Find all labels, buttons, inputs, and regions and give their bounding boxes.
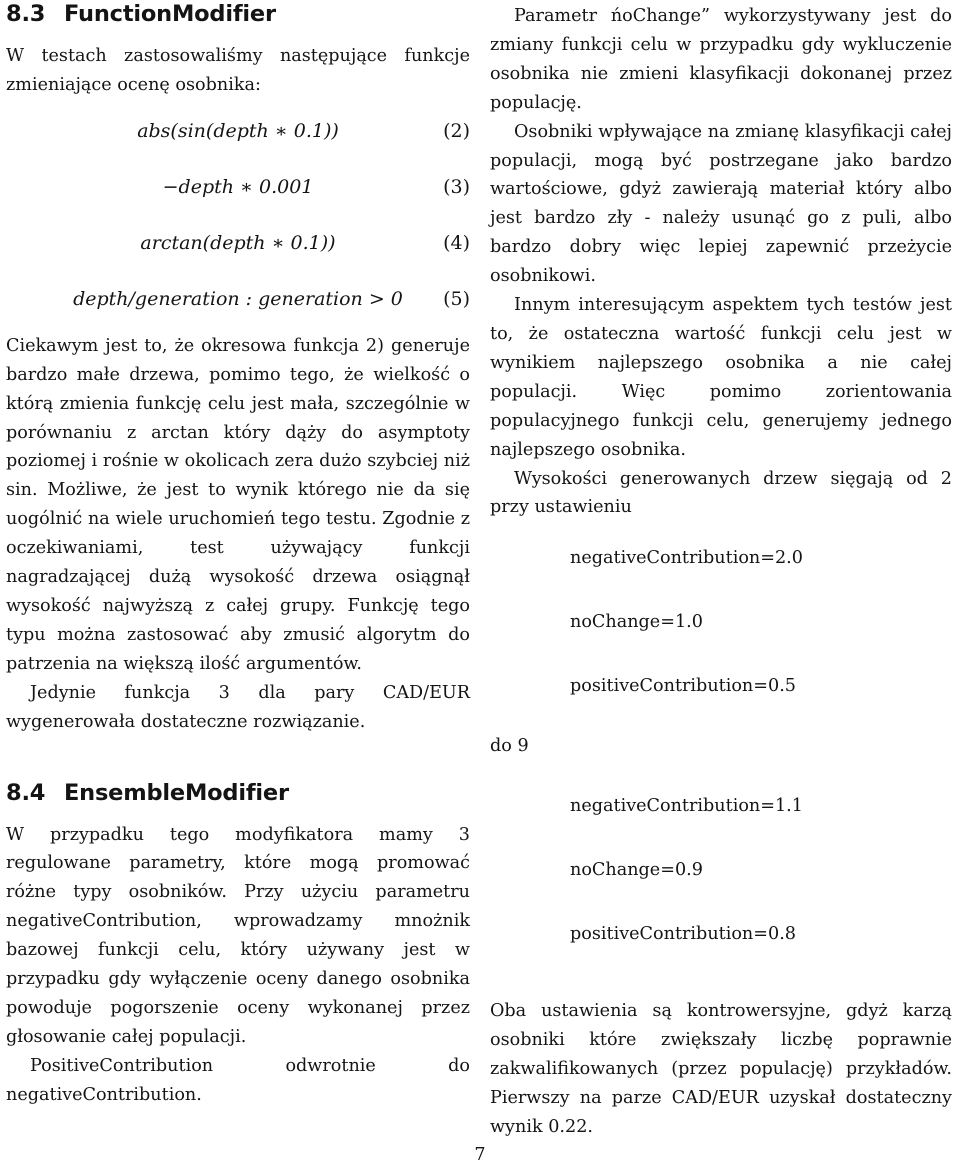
setting-value: noChange=1.0	[570, 612, 703, 633]
setting-value: negativeContribution=2.0	[570, 548, 803, 569]
body-paragraph: Oba ustawienia są kontrowersyjne, gdyż karzą osobniki które zwiększały liczbę poprawnie zakwalifikowanych (przez populację) przykładów. Pierwszy na parze CAD/EUR uzyskał dostateczny wynik 0.22.	[490, 1001, 952, 1137]
section-number: 8.4	[6, 779, 46, 806]
equation-expression: depth/generation : generation > 0	[73, 287, 403, 310]
equation-row	[6, 284, 470, 332]
right-column	[490, 0, 952, 1142]
equation-number: (3)	[443, 175, 470, 198]
section-title: EnsembleModifier	[64, 779, 289, 806]
equation-number: (5)	[443, 287, 470, 310]
equation-expression: arctan(depth ∗ 0.1))	[140, 231, 336, 254]
body-paragraph: Parametr ńoChange” wykorzystywany jest do zmiany funkcji celu w przypadku gdy wykluczenie osobnika nie zmieni klasyfikacji dokonanej przez populację.	[490, 6, 952, 113]
body-paragraph: Jedynie funkcja 3 dla pary CAD/EUR wygenerowała dostateczne rozwiązanie.	[6, 682, 470, 732]
equation-number: (4)	[443, 231, 470, 254]
range-connector: do 9	[490, 736, 529, 757]
body-paragraph: Innym interesującym aspektem tych testów jest to, że ostateczna wartość funkcji celu jest w wynikiem najlepszego osobnika a nie całej populacji. Więc pomimo zorientowania populacyjnego funkcji celu, generujemy jednego najlepszego osobnika.	[490, 295, 952, 460]
equation-row	[6, 116, 470, 172]
setting-value: positiveContribution=0.5	[570, 676, 796, 697]
body-paragraph: Ciekawym jest to, że okresowa funkcja 2) generuje bardzo małe drzewa, pomimo tego, że wielkość o którą zmienia funkcję celu jest mała, szczególnie w porównaniu z arctan który dąży do asymptoty poziomej i rośnie w okolicach zera dużo szybciej niż sin. Możliwe, że jest to wynik którego nie da się uogólnić na wiele uruchomień tego testu. Zgodnie z oczekiwaniami, test używający funkcji nagradzającej dużą wysokość drzewa osiągnął wysokość najwyższą z całej grupy. Funkcję tego typu można zastosować aby zmusić algorytm do patrzenia na większą ilość argumentów.	[6, 335, 470, 674]
body-paragraph: Wysokości generowanych drzew sięgają od 2 przy ustawieniu	[490, 468, 952, 518]
equation-block	[6, 116, 470, 332]
section-title: FunctionModifier	[64, 1, 276, 27]
body-paragraph: Osobniki wpływające na zmianę klasyfikacji całej populacji, mogą być postrzegane jako bardzo wartościowe, gdyż zawierają materiał który albo jest bardzo zły - należy usunąć go z puli, albo bardzo dobry więc lepiej zapewnić przeżycie osobnikowi.	[490, 121, 952, 287]
page-number: 7	[474, 1145, 486, 1165]
setting-value: positiveContribution=0.8	[570, 924, 796, 945]
section-heading-ensemble-modifier	[6, 779, 470, 807]
setting-value: negativeContribution=1.1	[570, 796, 803, 817]
equation-expression: −depth ∗ 0.001	[162, 175, 314, 198]
equation-number: (2)	[443, 119, 470, 142]
equation-row	[6, 228, 470, 284]
equation-expression: abs(sin(depth ∗ 0.1))	[137, 119, 339, 142]
intro-paragraph: W testach zastosowaliśmy następujące funkcje zmieniające ocenę osobnika:	[6, 46, 470, 95]
settings-block	[490, 522, 952, 997]
body-paragraph: W przypadku tego modyfikatora mamy 3 regulowane parametry, które mogą promować różne typy osobników. Przy użyciu parametru negativeContribution, wprowadzamy mnożnik bazowej funkcji celu, który używany jest w przypadku gdy wyłączenie oceny danego osobnika powoduje pogorszenie oceny wykonanej przez głosowanie całej populacji.	[6, 824, 470, 1047]
body-paragraph: PositiveContribution odwrotnie do negativeContribution.	[6, 1055, 470, 1105]
section-number: 8.3	[6, 1, 46, 27]
left-column	[6, 0, 470, 1110]
setting-value: noChange=0.9	[570, 860, 703, 881]
equation-row	[6, 172, 470, 228]
section-heading-function-modifier	[6, 0, 470, 28]
